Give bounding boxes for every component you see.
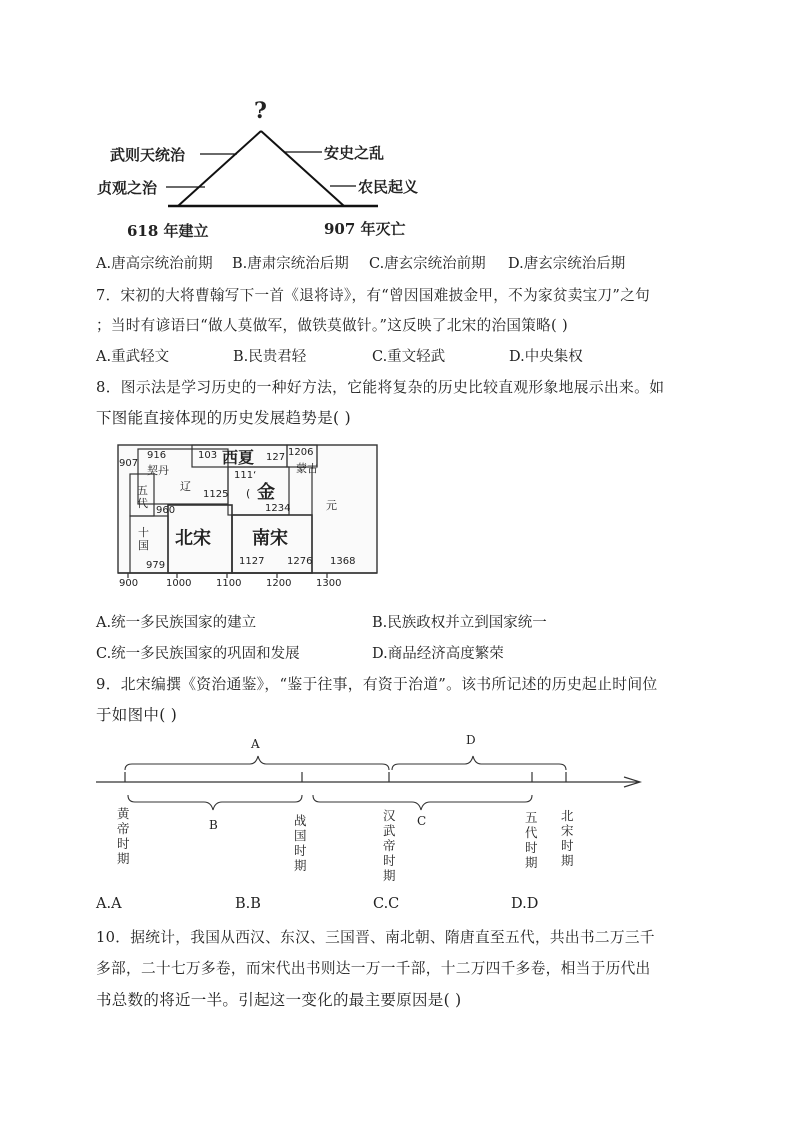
map-label-shiguo: 十国: [138, 526, 149, 552]
period-wudai-char: 期: [525, 855, 538, 870]
label-618: 618 年建立: [127, 222, 209, 240]
period-wudai-char: 代: [525, 825, 538, 840]
map-label-1234: 1234: [265, 503, 291, 514]
q8-option-a[interactable]: A.统一多民族国家的建立: [96, 615, 257, 631]
period-zhanguo-char: 时: [294, 843, 307, 858]
label-zhenguan: 贞观之治: [97, 179, 158, 197]
period-beisong-char: 时: [561, 838, 574, 853]
q7-option-b[interactable]: B.民贵君轻: [233, 349, 307, 365]
period-huangdi-char: 帝: [117, 821, 130, 836]
period-huangdi-char: 时: [117, 836, 130, 851]
q8-option-d[interactable]: D.商品经济高度繁荣: [372, 646, 504, 662]
map-label-yuan: 元: [326, 499, 337, 512]
brace-b: [128, 795, 302, 810]
map-label-beisong: 北宋: [175, 528, 211, 549]
period-beisong: [561, 808, 575, 868]
map-label-nansong: 南宋: [252, 528, 288, 549]
period-hanwudi-char: 帝: [383, 838, 396, 853]
label-nongmin: 农民起义: [358, 178, 419, 196]
map-label-jin: 金: [257, 482, 275, 503]
period-hanwudi-char: 武: [383, 823, 396, 838]
map-label-111: 111‘: [234, 470, 257, 481]
axis-label-1100: 1100: [216, 578, 242, 589]
q8-stem-line2: 下图能直接体现的历史发展趋势是( ): [96, 409, 351, 427]
q9-stem-line2: 于如图中( ): [96, 706, 178, 724]
q7-stem-line2: ；当时有谚语曰“做人莫做军，做铁莫做针。”这反映了北宋的治国策略( ): [96, 317, 568, 334]
map-label-xixia: 西夏: [222, 448, 255, 467]
period-zhanguo-char: 战: [294, 813, 307, 828]
label-907: 907 年灭亡: [324, 220, 406, 238]
period-wudai-char: 时: [525, 840, 538, 855]
map-label-979: 979: [146, 560, 166, 571]
period-beisong-char: 宋: [561, 823, 574, 838]
map-label-1127: 1127: [239, 556, 265, 567]
brace-c: [313, 795, 532, 810]
map-label-menggu: 蒙古: [296, 462, 318, 475]
brace-a: [125, 756, 389, 770]
q6-option-d[interactable]: D.唐玄宗统治后期: [508, 256, 626, 272]
map-label-qidan: 契丹: [147, 464, 169, 477]
brace-label-d: D: [466, 733, 476, 747]
q10-stem-line3: 书总数的将近一半。引起这一变化的最主要原因是( ): [96, 991, 462, 1009]
map-label-1276: 1276: [287, 556, 313, 567]
period-beisong-char: 北: [561, 808, 574, 823]
brace-d: [392, 756, 566, 770]
q9-option-d[interactable]: D.D: [511, 896, 539, 912]
period-hanwudi: [383, 808, 397, 883]
map-label-907: 907: [119, 458, 139, 469]
map-label-paren: (: [246, 487, 251, 500]
period-wudai: [525, 810, 539, 870]
axis-label-1000: 1000: [166, 578, 192, 589]
map-label-960: 960: [156, 505, 176, 516]
q10-stem-line2: 多部，二十七万多卷，而宋代出书则达一万一千部，十二万四千多卷，相当于历代出: [96, 960, 651, 977]
map-label-liao: 辽: [180, 480, 191, 493]
period-beisong-char: 期: [561, 853, 574, 868]
period-hanwudi-char: 期: [383, 868, 396, 883]
period-huangdi: [117, 806, 131, 866]
q6-option-c[interactable]: C.唐玄宗统治前期: [369, 256, 486, 272]
q9-option-a[interactable]: A.A: [96, 896, 122, 912]
map-label-1206: 1206: [288, 447, 314, 458]
period-zhanguo-char: 国: [294, 828, 307, 843]
map-label-1368: 1368: [330, 556, 356, 567]
axis-label-1300: 1300: [316, 578, 342, 589]
map-label-127: 127: [266, 452, 286, 463]
diagram-apex-question: ?: [254, 98, 267, 124]
period-hanwudi-char: 汉: [383, 808, 396, 823]
q8-stem-line1: 8．图示法是学习历史的一种好方法，它能将复杂的历史比较直观形象地展示出来。如: [96, 379, 665, 396]
map-label-103: 103: [198, 450, 218, 461]
q8-option-c[interactable]: C.统一多民族国家的巩固和发展: [96, 646, 300, 662]
period-huangdi-char: 期: [117, 851, 130, 866]
q6-option-b[interactable]: B.唐肃宗统治后期: [232, 256, 349, 272]
label-wuzetian: 武则天统治: [110, 146, 186, 164]
map-label-wudai: 五代: [137, 484, 148, 510]
q6-option-a[interactable]: A.唐高宗统治前期: [96, 256, 213, 272]
map-label-916: 916: [147, 450, 167, 461]
q9-option-b[interactable]: B.B: [235, 896, 261, 912]
period-huangdi-char: 黄: [117, 806, 130, 821]
period-hanwudi-char: 时: [383, 853, 396, 868]
timeline-ticks: [125, 772, 566, 782]
axis-label-1200: 1200: [266, 578, 292, 589]
q9-stem-line1: 9．北宋编撰《资治通鉴》，“鉴于往事，有资于治道”。该书所记述的历史起止时间位: [96, 676, 658, 693]
axis-label-900: 900: [119, 578, 139, 589]
q7-option-c[interactable]: C.重文轻武: [372, 349, 446, 365]
brace-label-c: C: [417, 814, 427, 828]
brace-label-a: A: [251, 737, 260, 751]
q7-stem-line1: 7．宋初的大将曹翰写下一首《退将诗》，有“曾因国难披金甲，不为家贫卖宝刀”之句: [96, 287, 650, 304]
period-zhanguo-char: 期: [294, 858, 307, 873]
q7-option-a[interactable]: A.重武轻文: [96, 349, 170, 365]
q10-stem-line1: 10．据统计，我国从西汉、东汉、三国晋、南北朝、隋唐直至五代，共出书二万三千: [96, 929, 655, 946]
period-wudai-char: 五: [525, 810, 538, 825]
label-anshi: 安史之乱: [324, 144, 385, 162]
brace-label-b: B: [209, 818, 218, 832]
q8-option-b[interactable]: B.民族政权并立到国家统一: [372, 615, 547, 631]
period-zhanguo: [294, 813, 308, 873]
map-label-1125: 1125: [203, 489, 229, 500]
q7-option-d[interactable]: D.中央集权: [509, 349, 583, 365]
q9-option-c[interactable]: C.C: [373, 896, 400, 912]
